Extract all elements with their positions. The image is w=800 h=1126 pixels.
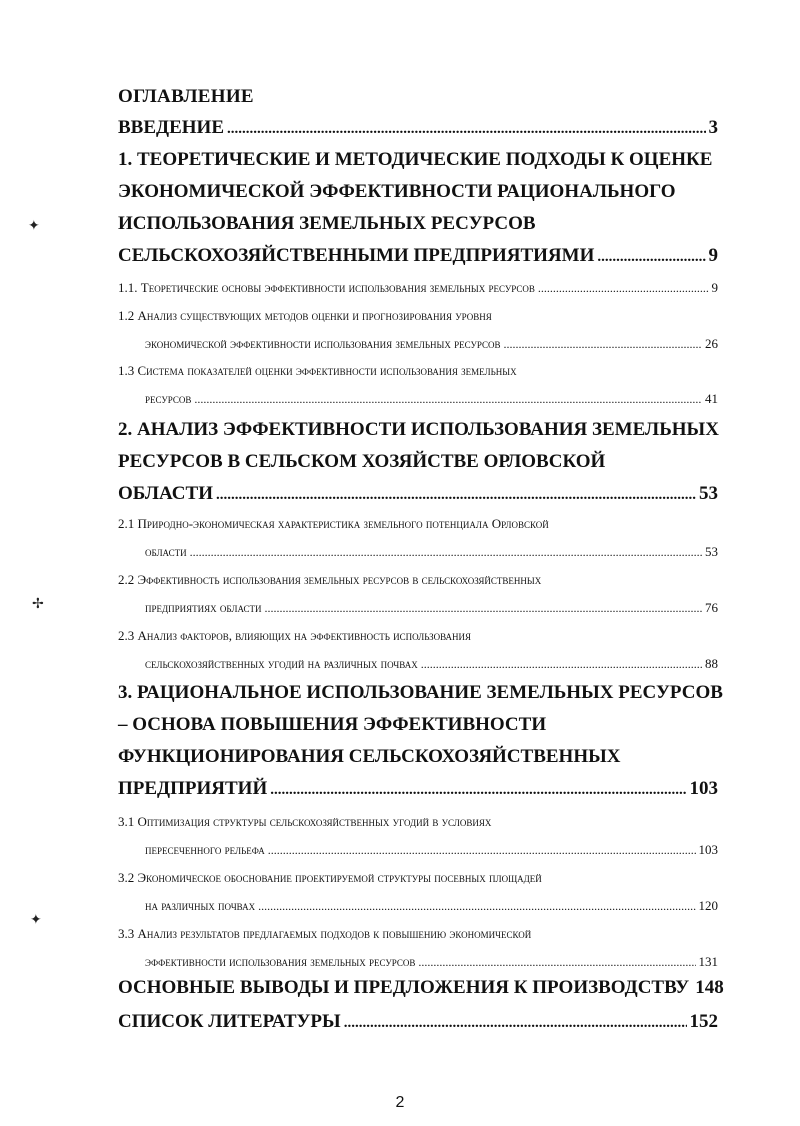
toc-entry-references[interactable] bbox=[118, 1006, 718, 1038]
entry-line: 1.2 Анализ существующих методов оценки и прогнозирования уровня bbox=[118, 308, 492, 323]
leader-dots bbox=[344, 1014, 687, 1032]
leader-dots bbox=[194, 385, 702, 413]
entry-page: 3 bbox=[708, 117, 718, 138]
entry-line: экономической эффективности использования земельных ресурсов bbox=[145, 336, 501, 351]
leader-dots bbox=[258, 892, 695, 920]
entry-line: ПРЕДПРИЯТИЙ bbox=[118, 778, 268, 799]
toc-heading: ОГЛАВЛЕНИЕ bbox=[118, 86, 254, 107]
toc-chapter-2[interactable] bbox=[118, 414, 718, 510]
toc-section-1-2[interactable] bbox=[118, 302, 718, 358]
leader-dots bbox=[265, 594, 703, 622]
toc-section-1-3[interactable] bbox=[118, 357, 718, 413]
entry-page: 53 bbox=[705, 544, 718, 559]
toc-chapter-1[interactable] bbox=[118, 144, 718, 272]
entry-line: пересеченного рельефа bbox=[145, 842, 265, 857]
page-number: 2 bbox=[395, 1094, 405, 1111]
entry-page: 9 bbox=[711, 280, 718, 295]
leader-dots bbox=[190, 538, 702, 566]
entry-line: 1.3 Система показателей оценки эффективности использования земельных bbox=[118, 363, 517, 378]
scan-mark-icon: ✦ bbox=[28, 219, 40, 234]
entry-text: ОСНОВНЫЕ ВЫВОДЫ И ПРЕДЛОЖЕНИЯ К ПРОИЗВОДСТВУ bbox=[118, 977, 690, 998]
entry-line: 3.3 Анализ результатов предлагаемых подходов к повышению экономической bbox=[118, 926, 532, 941]
entry-page: 148 bbox=[695, 977, 724, 998]
entry-page: 88 bbox=[705, 656, 718, 671]
entry-line: предприятиях области bbox=[145, 600, 262, 615]
entry-line: 3. РАЦИОНАЛЬНОЕ ИСПОЛЬЗОВАНИЕ ЗЕМЕЛЬНЫХ РЕСУРСОВ bbox=[118, 682, 723, 703]
entry-line: 2. АНАЛИЗ ЭФФЕКТИВНОСТИ ИСПОЛЬЗОВАНИЯ ЗЕМЕЛЬНЫХ bbox=[118, 419, 719, 440]
entry-page: 103 bbox=[698, 842, 718, 857]
entry-line: 2.1 Природно-экономическая характеристика земельного потенциала Орловской bbox=[118, 516, 549, 531]
entry-line: 3.2 Экономическое обоснование проектируемой структуры посевных площадей bbox=[118, 870, 542, 885]
entry-line: 3.1 Оптимизация структуры сельскохозяйственных угодий в условиях bbox=[118, 814, 492, 829]
toc-section-3-2[interactable] bbox=[118, 864, 718, 920]
entry-text: ВВЕДЕНИЕ bbox=[118, 117, 224, 138]
entry-line: области bbox=[145, 544, 187, 559]
entry-page: 76 bbox=[705, 600, 718, 615]
entry-line: 2.2 Эффективность использования земельных ресурсов в сельскохозяйственных bbox=[118, 572, 542, 587]
toc-chapter-3[interactable] bbox=[118, 677, 723, 805]
entry-page: 41 bbox=[705, 391, 718, 406]
entry-line: ОБЛАСТИ bbox=[118, 483, 213, 504]
entry-line: ресурсов bbox=[145, 391, 192, 406]
leader-dots bbox=[216, 486, 696, 504]
leader-dots bbox=[270, 781, 686, 799]
entry-line: 1. ТЕОРЕТИЧЕСКИЕ И МЕТОДИЧЕСКИЕ ПОДХОДЫ К ОЦЕНКЕ bbox=[118, 149, 713, 170]
entry-page: 53 bbox=[699, 483, 718, 504]
entry-line: 2.3 Анализ факторов, влияющих на эффективность использования bbox=[118, 628, 472, 643]
toc-entry-conclusions[interactable] bbox=[118, 972, 724, 1004]
toc-section-3-1[interactable] bbox=[118, 808, 718, 864]
toc-section-2-3[interactable] bbox=[118, 622, 718, 678]
entry-line: РЕСУРСОВ В СЕЛЬСКОМ ХОЗЯЙСТВЕ ОРЛОВСКОЙ bbox=[118, 451, 606, 472]
entry-page: 9 bbox=[708, 245, 718, 266]
entry-line: ЭКОНОМИЧЕСКОЙ ЭФФЕКТИВНОСТИ РАЦИОНАЛЬНОГО bbox=[118, 181, 676, 202]
entry-line: сельскохозяйственных угодий на различных почвах bbox=[145, 656, 418, 671]
entry-line: на различных почвах bbox=[145, 898, 256, 913]
leader-dots bbox=[268, 836, 696, 864]
entry-page: 131 bbox=[698, 954, 718, 969]
leader-dots bbox=[227, 120, 706, 138]
entry-page: 152 bbox=[689, 1011, 718, 1032]
entry-page: 103 bbox=[689, 778, 718, 799]
toc-section-2-2[interactable] bbox=[118, 566, 718, 622]
scan-mark-icon: ✢ bbox=[32, 597, 44, 612]
toc-section-2-1[interactable] bbox=[118, 510, 718, 566]
entry-line: – ОСНОВА ПОВЫШЕНИЯ ЭФФЕКТИВНОСТИ bbox=[118, 714, 547, 735]
entry-line: СЕЛЬСКОХОЗЯЙСТВЕННЫМИ ПРЕДПРИЯТИЯМИ bbox=[118, 245, 595, 266]
leader-dots bbox=[538, 274, 709, 302]
entry-text: 1.1. Теоретические основы эффективности использования земельных ресурсов bbox=[118, 280, 535, 295]
leader-dots bbox=[503, 330, 702, 358]
scan-mark-icon: ✦ bbox=[30, 913, 42, 928]
entry-text: СПИСОК ЛИТЕРАТУРЫ bbox=[118, 1011, 341, 1032]
toc-entry-intro[interactable] bbox=[118, 112, 718, 144]
entry-page: 26 bbox=[705, 336, 718, 351]
entry-line: эффективности использования земельных ресурсов bbox=[145, 954, 416, 969]
entry-page: 120 bbox=[698, 898, 718, 913]
entry-line: ФУНКЦИОНИРОВАНИЯ СЕЛЬСКОХОЗЯЙСТВЕННЫХ bbox=[118, 746, 621, 767]
leader-dots bbox=[421, 650, 702, 678]
toc-section-3-3[interactable] bbox=[118, 920, 718, 976]
leader-dots bbox=[597, 248, 705, 266]
entry-line: ИСПОЛЬЗОВАНИЯ ЗЕМЕЛЬНЫХ РЕСУРСОВ bbox=[118, 213, 536, 234]
toc-section-1-1[interactable] bbox=[118, 274, 718, 302]
